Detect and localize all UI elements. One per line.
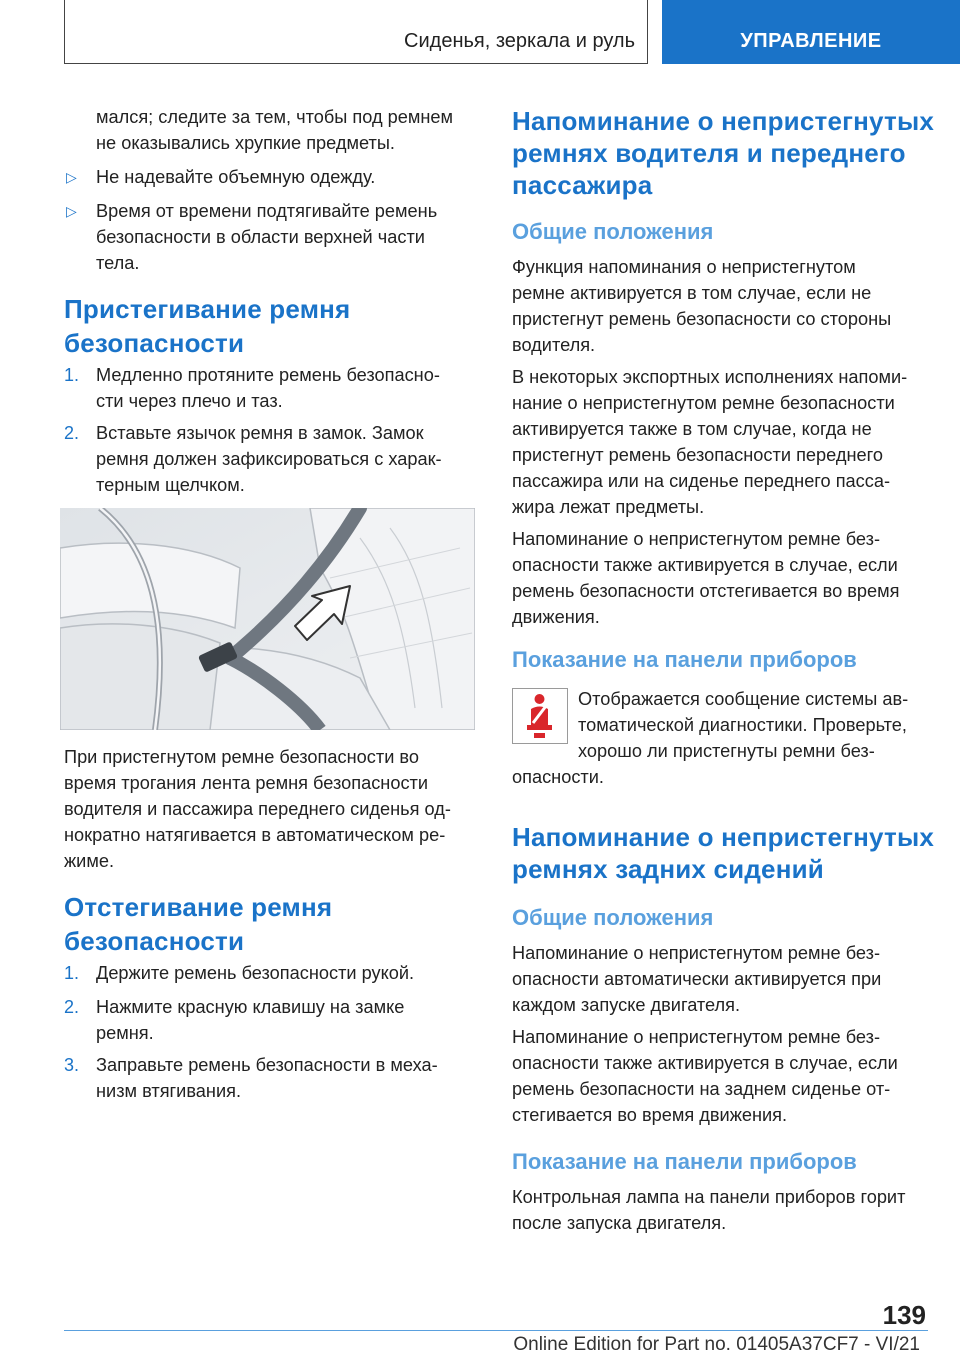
heading-rear-line-2: ремнях задних сидений <box>512 854 824 884</box>
bullet1-line-1: Не надевайте объемную одежду. <box>96 167 376 187</box>
footer-edition[interactable]: Online Edition for Part no. 01405A37CF7 - VI/21 <box>513 1334 920 1355</box>
unfasten-step3-line-2: низм втягивания. <box>96 1081 242 1101</box>
seatbelt-warning-icon <box>512 688 568 744</box>
p2-line-3: активируется также в том случае, когда не <box>512 419 872 439</box>
fasten-step1-line-1: Медленно протяните ремень безопасно- <box>96 365 440 385</box>
header-section-title: Сиденья, зеркала и руль <box>404 30 635 52</box>
intro-line-1: мался; следите за тем, чтобы под ремнем <box>96 107 454 127</box>
p4-line-3: хорошо ли пристегнуты ремни без- <box>578 741 875 761</box>
after-image-line-5: жиме. <box>64 851 114 871</box>
subheading-general-1: Общие положения <box>512 219 714 244</box>
fasten-step2-line-3: терным щелчком. <box>96 475 245 495</box>
p6-line-3: ремень безопасности на заднем сиденье от- <box>512 1079 891 1099</box>
page-number: 139 <box>882 1300 926 1330</box>
heading-front-line-3: пассажира <box>512 170 653 200</box>
p5-line-2: опасности автоматически активируется при <box>512 969 882 989</box>
heading-fasten-line-1: Пристегивание ремня <box>64 294 351 324</box>
bullet2-line-1: Время от времени подтягивайте ремень <box>96 201 438 221</box>
p1-line-1: Функция напоминания о непристегнутом <box>512 257 856 277</box>
step-number: 3. <box>64 1055 80 1075</box>
subheading-general-2: Общие положения <box>512 905 714 930</box>
fasten-step2-line-1: Вставьте язычок ремня в замок. Замок <box>96 423 424 443</box>
p7-line-2: после запуска двигателя. <box>512 1213 727 1233</box>
p6-line-1: Напоминание о непристегнутом ремне без- <box>512 1027 881 1047</box>
p5-line-1: Напоминание о непристегнутом ремне без- <box>512 943 881 963</box>
p2-line-5: пассажира или на сиденье переднего пасса- <box>512 471 891 491</box>
p2-line-6: жира лежат предметы. <box>512 497 705 517</box>
heading-rear-line-1: Напоминание о непристегнутых <box>512 822 935 852</box>
step-number: 1. <box>64 963 80 983</box>
footer-divider <box>64 1330 928 1331</box>
unfasten-step2-line-1: Нажмите красную клавишу на замке <box>96 997 405 1017</box>
bullet2-line-3: тела. <box>96 253 140 273</box>
p5-line-3: каждом запуске двигателя. <box>512 995 741 1015</box>
header-chapter-label: УПРАВЛЕНИЕ <box>740 30 882 52</box>
heading-fasten-line-2: безопасности <box>64 328 245 358</box>
fasten-step2-line-2: ремня должен зафиксироваться с харак- <box>96 449 442 469</box>
after-image-line-2: время трогания лента ремня безопасности <box>64 773 429 793</box>
header-section-box <box>64 0 648 64</box>
header-chapter-tab[interactable] <box>662 0 960 64</box>
subheading-display-1: Показание на панели приборов <box>512 647 857 672</box>
bullet2-line-2: безопасности в области верхней части <box>96 227 425 247</box>
p4-line-1: Отображается сообщение системы ав- <box>578 689 909 709</box>
p6-line-2: опасности также активируется в случае, если <box>512 1053 898 1073</box>
p4-line-4: опасности. <box>512 767 604 787</box>
bullet-marker: ▷ <box>66 203 77 219</box>
p3-line-3: ремень безопасности отстегивается во время <box>512 581 900 601</box>
step-number: 2. <box>64 423 80 443</box>
p2-line-1: В некоторых экспортных исполнениях напоми- <box>512 367 908 387</box>
p3-line-1: Напоминание о непристегнутом ремне без- <box>512 529 881 549</box>
heading-unfasten-line-1: Отстегивание ремня <box>64 892 333 922</box>
p7-line-1: Контрольная лампа на панели приборов горит <box>512 1187 906 1207</box>
p2-line-4: пристегнут ремень безопасности переднего <box>512 445 883 465</box>
bullet-marker: ▷ <box>66 169 77 185</box>
seatbelt-drawing <box>60 508 475 730</box>
seatbelt-illustration <box>60 508 475 730</box>
heading-front-line-2: ремнях водителя и переднего <box>512 138 906 168</box>
after-image-line-4: нократно натягивается в автоматическом ре- <box>64 825 446 845</box>
p6-line-4: стегивается во время движения. <box>512 1105 788 1125</box>
intro-line-2: не оказывались хрупкие предметы. <box>96 133 395 153</box>
unfasten-step2-line-2: ремня. <box>96 1023 154 1043</box>
unfasten-step1-line-1: Держите ремень безопасности рукой. <box>96 963 415 983</box>
p2-line-2: нание о непристегнутом ремне безопасности <box>512 393 895 413</box>
heading-unfasten-line-2: безопасности <box>64 926 245 956</box>
p1-line-2: ремне активируется в том случае, если не <box>512 283 872 303</box>
subheading-display-2: Показание на панели приборов <box>512 1149 857 1174</box>
p4-line-2: томатической диагностики. Проверьте, <box>578 715 907 735</box>
heading-front-line-1: Напоминание о непристегнутых <box>512 106 935 136</box>
unfasten-step3-line-1: Заправьте ремень безопасности в меха- <box>96 1055 438 1075</box>
p1-line-3: пристегнут ремень безопасности со стороны <box>512 309 892 329</box>
p1-line-4: водителя. <box>512 335 596 355</box>
after-image-line-1: При пристегнутом ремне безопасности во <box>64 747 419 767</box>
fasten-step1-line-2: сти через плечо и таз. <box>96 391 283 411</box>
step-number: 1. <box>64 365 80 385</box>
p3-line-4: движения. <box>512 607 600 627</box>
p3-line-2: опасности также активируется в случае, если <box>512 555 898 575</box>
after-image-line-3: водителя и пассажира переднего сиденья од- <box>64 799 451 819</box>
step-number: 2. <box>64 997 80 1017</box>
